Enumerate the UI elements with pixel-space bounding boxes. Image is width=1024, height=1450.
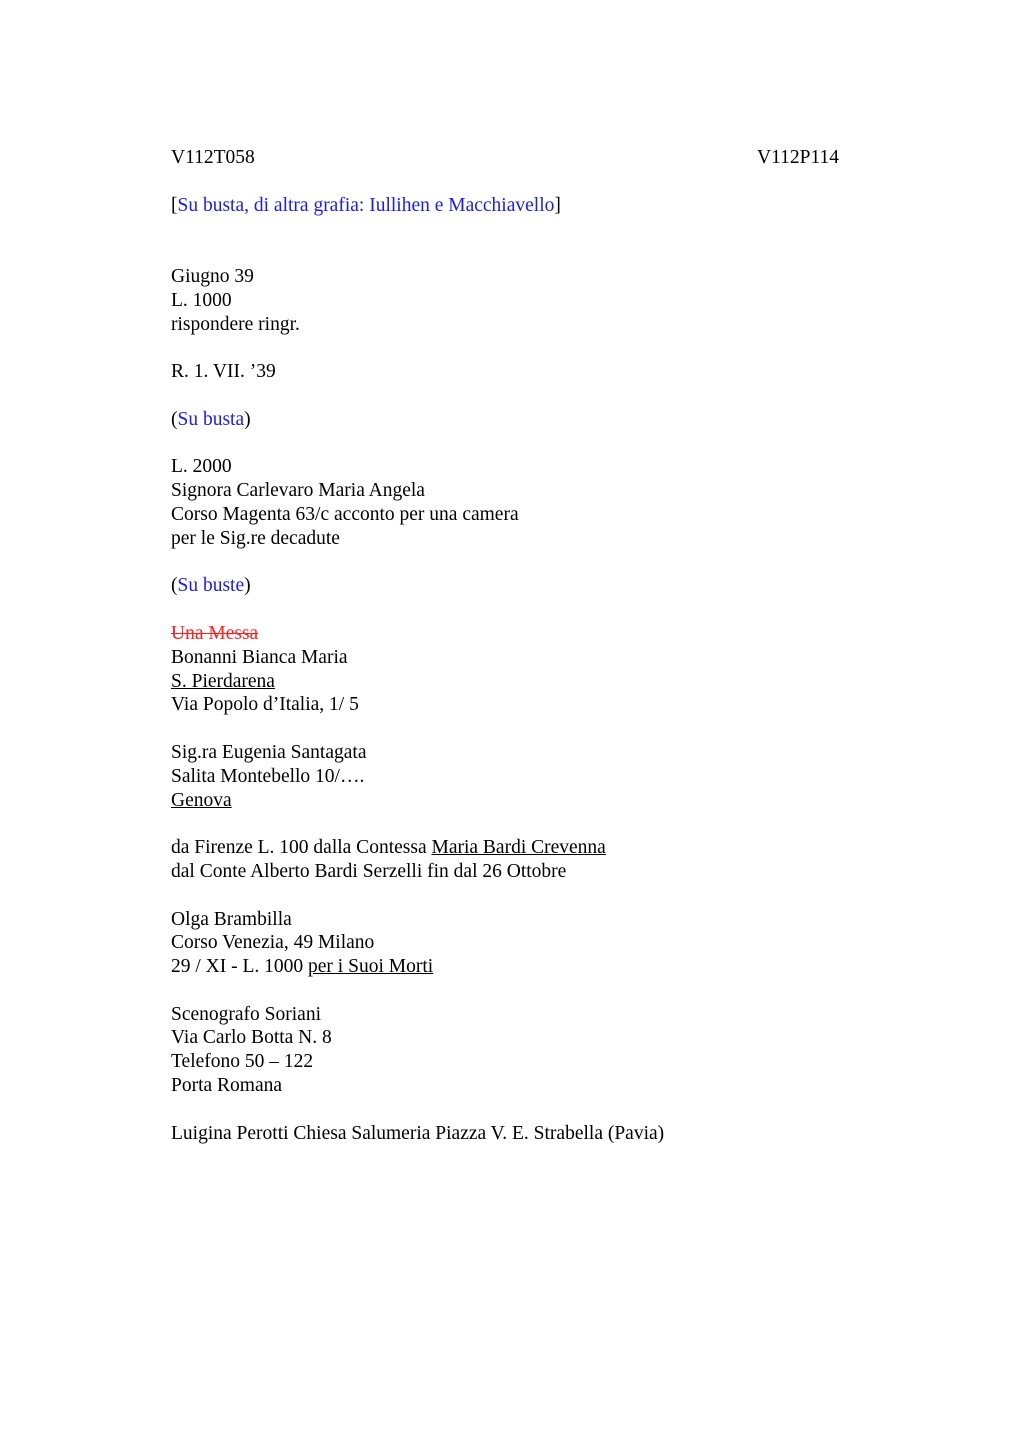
text-line: Corso Venezia, 49 Milano [171, 932, 375, 954]
text-segment: 29 / XI - L. 1000 [171, 956, 309, 978]
envelope-note [171, 574, 839, 598]
envelope-note [171, 408, 839, 432]
entry-bardi [171, 836, 839, 884]
text-line: Luigina Perotti Chiesa Salumeria Piazza V. E. Strabella (Pavia) [171, 1122, 665, 1144]
entry-giugno [171, 265, 839, 336]
text-line: dal Conte Alberto Bardi Serzelli fin dal 26 Ottobre [171, 860, 567, 882]
text-line: Telefono 50 – 122 [171, 1051, 314, 1073]
document-code-right: V112P114 [757, 147, 839, 168]
text-line: Salita Montebello 10/…. [171, 765, 365, 787]
document-page [171, 146, 839, 1145]
text-line [171, 836, 839, 860]
underlined-text: Genova [171, 789, 232, 811]
struck-text: Una Messa [171, 622, 259, 644]
envelope-note [171, 194, 839, 218]
text-line: Sig.ra Eugenia Santagata [171, 741, 367, 763]
text-line: Olga Brambilla [171, 908, 292, 930]
underlined-text: per i Suoi Morti [308, 956, 434, 978]
paren-close: ) [244, 575, 251, 597]
text-line: L. 2000 [171, 456, 232, 478]
entry-santagata [171, 741, 839, 812]
editorial-note: Su busta [177, 408, 245, 430]
text-line: Porta Romana [171, 1075, 283, 1097]
document-code-left: V112T058 [171, 147, 255, 168]
text-line: Via Popolo d’Italia, 1/ 5 [171, 694, 359, 716]
entry-brambilla [171, 908, 839, 979]
underlined-text: S. Pierdarena [171, 670, 275, 692]
text-line: Corso Magenta 63/c acconto per una camera [171, 503, 519, 525]
entry-perotti [171, 1122, 839, 1146]
entry-carlevaro [171, 455, 839, 550]
text-line: Scenografo Soriani [171, 1003, 322, 1025]
underlined-text: Maria Bardi Crevenna [431, 837, 606, 859]
text-line: L. 1000 [171, 289, 232, 311]
paren-open: ( [171, 408, 178, 430]
paren-open: ( [171, 575, 178, 597]
text-line [171, 955, 839, 979]
text-line: rispondere ringr. [171, 313, 300, 335]
text-line: Signora Carlevaro Maria Angela [171, 480, 425, 502]
reply-date: R. 1. VII. ’39 [171, 361, 276, 383]
text-line: per le Sig.re decadute [171, 527, 340, 549]
bracket-open: [ [171, 194, 178, 216]
editorial-note: Su busta, di altra grafia: Iullihen e Macchiavello [177, 194, 555, 216]
text-line: Giugno 39 [171, 265, 254, 287]
document-header [171, 146, 839, 170]
text-line: Bonanni Bianca Maria [171, 646, 348, 668]
paren-close: ) [244, 408, 251, 430]
text-segment: da Firenze L. 100 dalla Contessa [171, 837, 432, 859]
bracket-close: ] [554, 194, 561, 216]
entry-soriani [171, 1003, 839, 1098]
entry-bonanni [171, 622, 839, 717]
text-line: Via Carlo Botta N. 8 [171, 1027, 332, 1049]
editorial-note: Su buste [177, 575, 245, 597]
